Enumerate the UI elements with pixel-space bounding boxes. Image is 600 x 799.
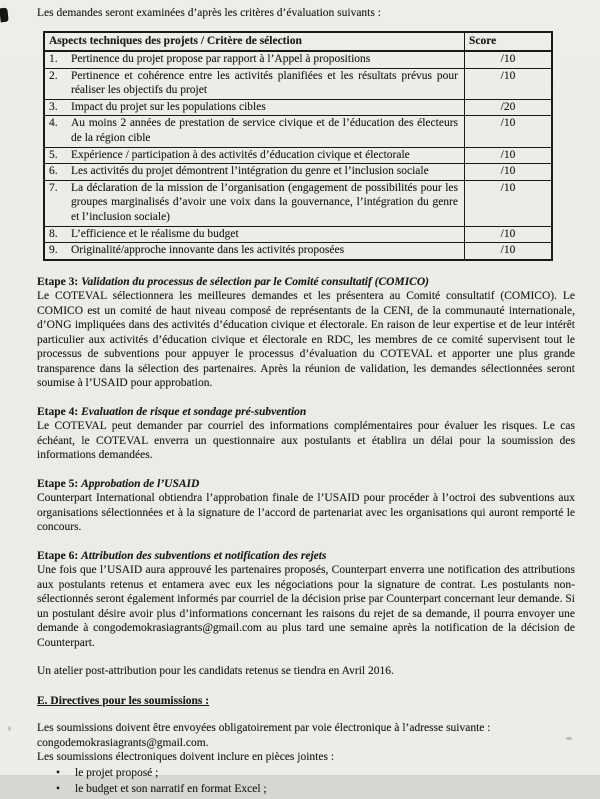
score-value: /10 [465, 164, 553, 181]
section-heading [37, 549, 575, 564]
row-number: 7. [49, 181, 58, 194]
criteria-text: Pertinence et cohérence entre les activités planifiées et les résultats prévus pour réaliser les objectifs du projet [71, 69, 458, 97]
section-etape-5 [37, 477, 575, 535]
intro-text: Les demandes seront examinées d’après les critères d’évaluation suivants : [37, 7, 381, 19]
directives-heading: E. Directives pour les soumissions : [37, 694, 210, 707]
scan-artifact-mark [0, 8, 9, 23]
criteria-text: Impact du projet sur les populations cibles [71, 100, 266, 113]
table-row [44, 180, 552, 226]
criteria-text: L’efficience et le réalisme du budget [71, 227, 239, 240]
score-value: /20 [465, 99, 553, 116]
table-row [44, 226, 552, 243]
score-value: /10 [465, 243, 553, 260]
workshop-note: Un atelier post-attribution pour les candidats retenus se tiendra en Avril 2016. [37, 665, 394, 678]
section-body: Counterpart International obtiendra l’approbation finale de l’USAID pour procéder à l’octroi des subventions aux organisations sélectionnées et à la signature de l’accord de partenariat avec les organisations qui auront remporté le concours. [37, 492, 575, 534]
section-body: Le COTEVAL sélectionnera les meilleures demandes et les présentera au Comité consultatif (COMICO). Le COMICO est un comité de haut niveau composé de représentants de la CENI, de la communauté internationale, d’ONG impliquées dans des activités d’éducation civique et électorale. En raison de leur expertise et de leur intérêt particulier aux activités d’éducation civique et électorale en RDC, les membres de ce comité supervisent tout le processus de subventions pour appuyer le processus d’évaluation du COTEVAL et apporter une plus grande transparence dans la sélection des partenaires. Après la réunion de validation, les demandes sélectionnées seront soumise à l’USAID pour approbation. [37, 290, 575, 390]
section-body: Une fois que l’USAID aura approuvé les partenaires proposés, Counterpart enverra une notification des attributions aux postulants retenus et entamera avec eux les négociations pour la signature de contrat. Les postulants non-sélectionnés seront également informés par courriel de la décision prise par Counterpart concernant leur demande. Si un postulant désire avoir plus d’informations concernant les raisons du rejet de sa demande, il pourra envoyer une demande à congodemokrasiagrants@gmail.com au plus tard une semaine après la notification de la décision de Counterpart. [37, 564, 575, 649]
attachments-list [37, 766, 575, 797]
attachment-text: le projet proposé ; [75, 766, 159, 779]
score-value: /10 [465, 116, 553, 147]
score-value: /10 [465, 147, 553, 164]
section-etape-3 [37, 275, 575, 391]
criteria-text: La déclaration de la mission de l’organisation (engagement de possibilités pour les groupes marginalisés d’avoir une voix dans la gouvernance, l’intégration du genre et l’inclusion sociale) [71, 181, 458, 224]
row-number: 8. [49, 227, 58, 240]
table-row [44, 243, 552, 260]
table-row [44, 68, 552, 99]
score-value: /10 [465, 68, 553, 99]
criteria-text: Originalité/approche innovante dans les activités proposées [71, 244, 345, 257]
table-row [44, 51, 552, 68]
table-row [44, 99, 552, 116]
table-header-score: Score [465, 32, 553, 52]
bullet-icon: • [56, 766, 61, 779]
list-item [37, 766, 575, 781]
submission-line-2: Les soumissions électroniques doivent inclure en pièces jointes : [37, 751, 335, 764]
section-etape-4 [37, 405, 575, 463]
row-number: 2. [49, 69, 58, 82]
section-heading [37, 405, 575, 420]
scan-smudge [8, 726, 11, 731]
etape-title: Evaluation de risque et sondage pré-subvention [81, 405, 307, 418]
table-row [44, 147, 552, 164]
criteria-text: Expérience / participation à des activités d’éducation civique et électorale [71, 148, 410, 161]
etape-label: Etape 4: [37, 405, 79, 418]
bullet-icon: • [56, 783, 61, 796]
table-row [44, 116, 552, 147]
row-number: 6. [49, 165, 58, 178]
evaluation-criteria-table [43, 31, 553, 261]
criteria-text: Pertinence du projet propose par rapport à l’Appel à propositions [71, 53, 371, 66]
section-heading [37, 275, 575, 290]
section-body: Le COTEVAL peut demander par courriel des informations complémentaires pour évaluer les risques. Le cas échéant, le COTEVAL enverra un questionnaire aux postulants et établira un délai pour la soumission des informations demandées. [37, 420, 575, 462]
row-number: 3. [49, 100, 58, 113]
email-address: congodemokrasiagrants@gmail.com. [37, 736, 209, 749]
table-header-row [44, 32, 552, 52]
etape-title: Approbation de l’USAID [81, 477, 200, 490]
submission-instructions [37, 721, 575, 797]
document-content [37, 6, 575, 799]
criteria-text: Au moins 2 années de prestation de service civique et de l’éducation des électeurs de la région cible [71, 117, 458, 145]
etape-label: Etape 3: [37, 275, 79, 288]
score-value: /10 [465, 51, 553, 68]
attachment-text: le budget et son narratif en format Excel ; [75, 783, 267, 796]
table-row [44, 164, 552, 181]
section-etape-6 [37, 549, 575, 651]
score-value: /10 [465, 180, 553, 226]
section-heading [37, 477, 575, 492]
row-number: 5. [49, 148, 58, 161]
etape-title: Validation du processus de sélection par le Comité consultatif (COMICO) [81, 275, 429, 288]
list-item [37, 782, 575, 797]
submission-line-1: Les soumissions doivent être envoyées obligatoirement par voie électronique à l’adresse suivante : [37, 722, 491, 735]
table-header-criteria: Aspects techniques des projets / Critère de sélection [44, 32, 465, 52]
etape-label: Etape 5: [37, 477, 79, 490]
row-number: 9. [49, 244, 58, 257]
criteria-text: Les activités du projet démontrent l’intégration du genre et l’inclusion sociale [71, 165, 429, 178]
etape-label: Etape 6: [37, 549, 79, 562]
etape-title: Attribution des subventions et notification des rejets [81, 549, 327, 562]
score-value: /10 [465, 226, 553, 243]
row-number: 4. [49, 117, 58, 130]
row-number: 1. [49, 53, 58, 66]
